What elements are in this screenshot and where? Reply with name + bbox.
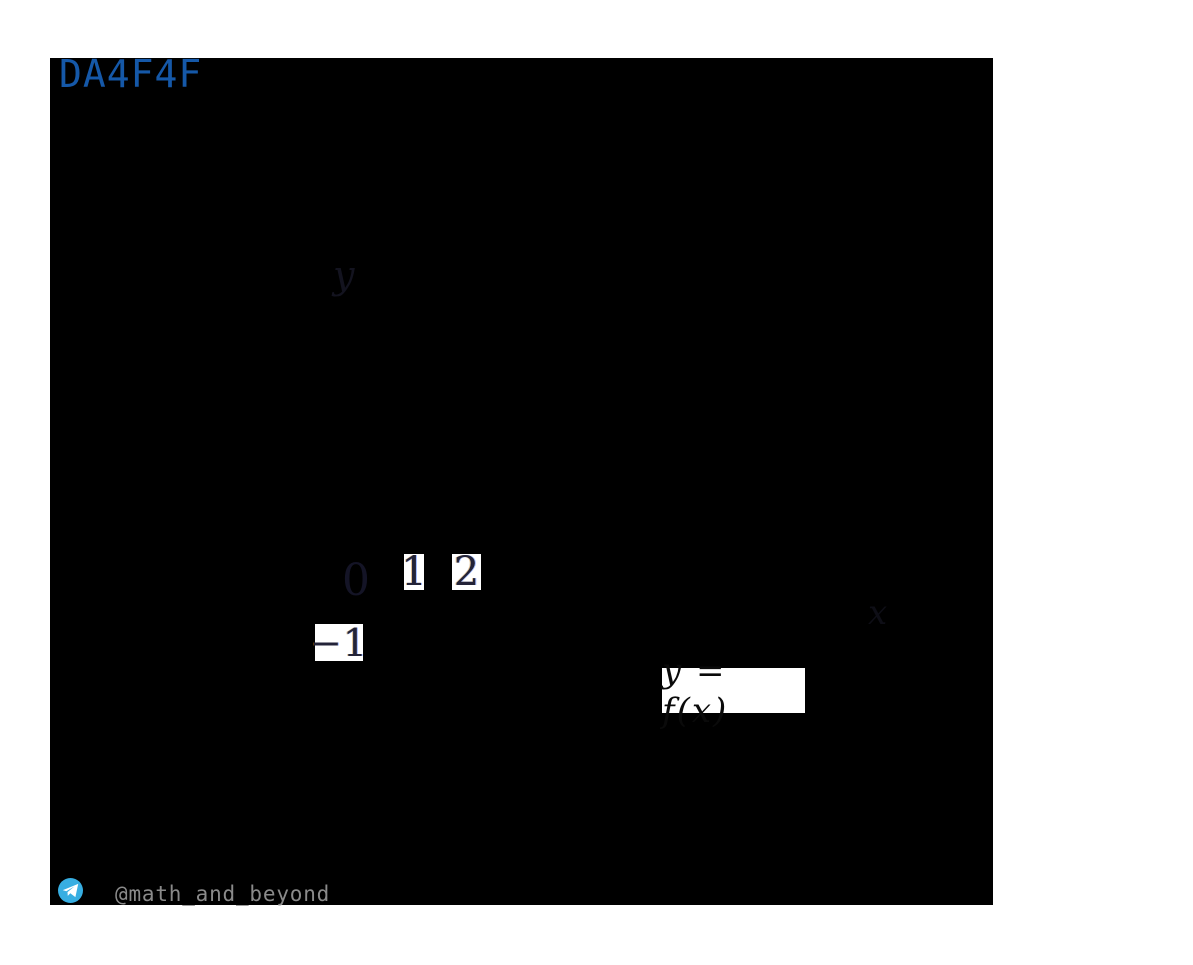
curve-equation-label: y = f(x): [662, 668, 805, 713]
telegram-icon: [58, 878, 83, 903]
x-axis-label: x: [868, 593, 888, 633]
y-tick-minus1-label: −1: [309, 620, 369, 665]
figure-image: [50, 52, 993, 906]
x-tick-1-label: 1: [401, 549, 427, 595]
channel-handle: @math_and_beyond: [115, 882, 331, 906]
origin-tick-label: 0: [342, 555, 370, 606]
watermark-code: DA4F4F: [59, 52, 203, 96]
y-axis-label: y: [333, 253, 355, 297]
x-tick-2-label: 2: [453, 549, 480, 595]
